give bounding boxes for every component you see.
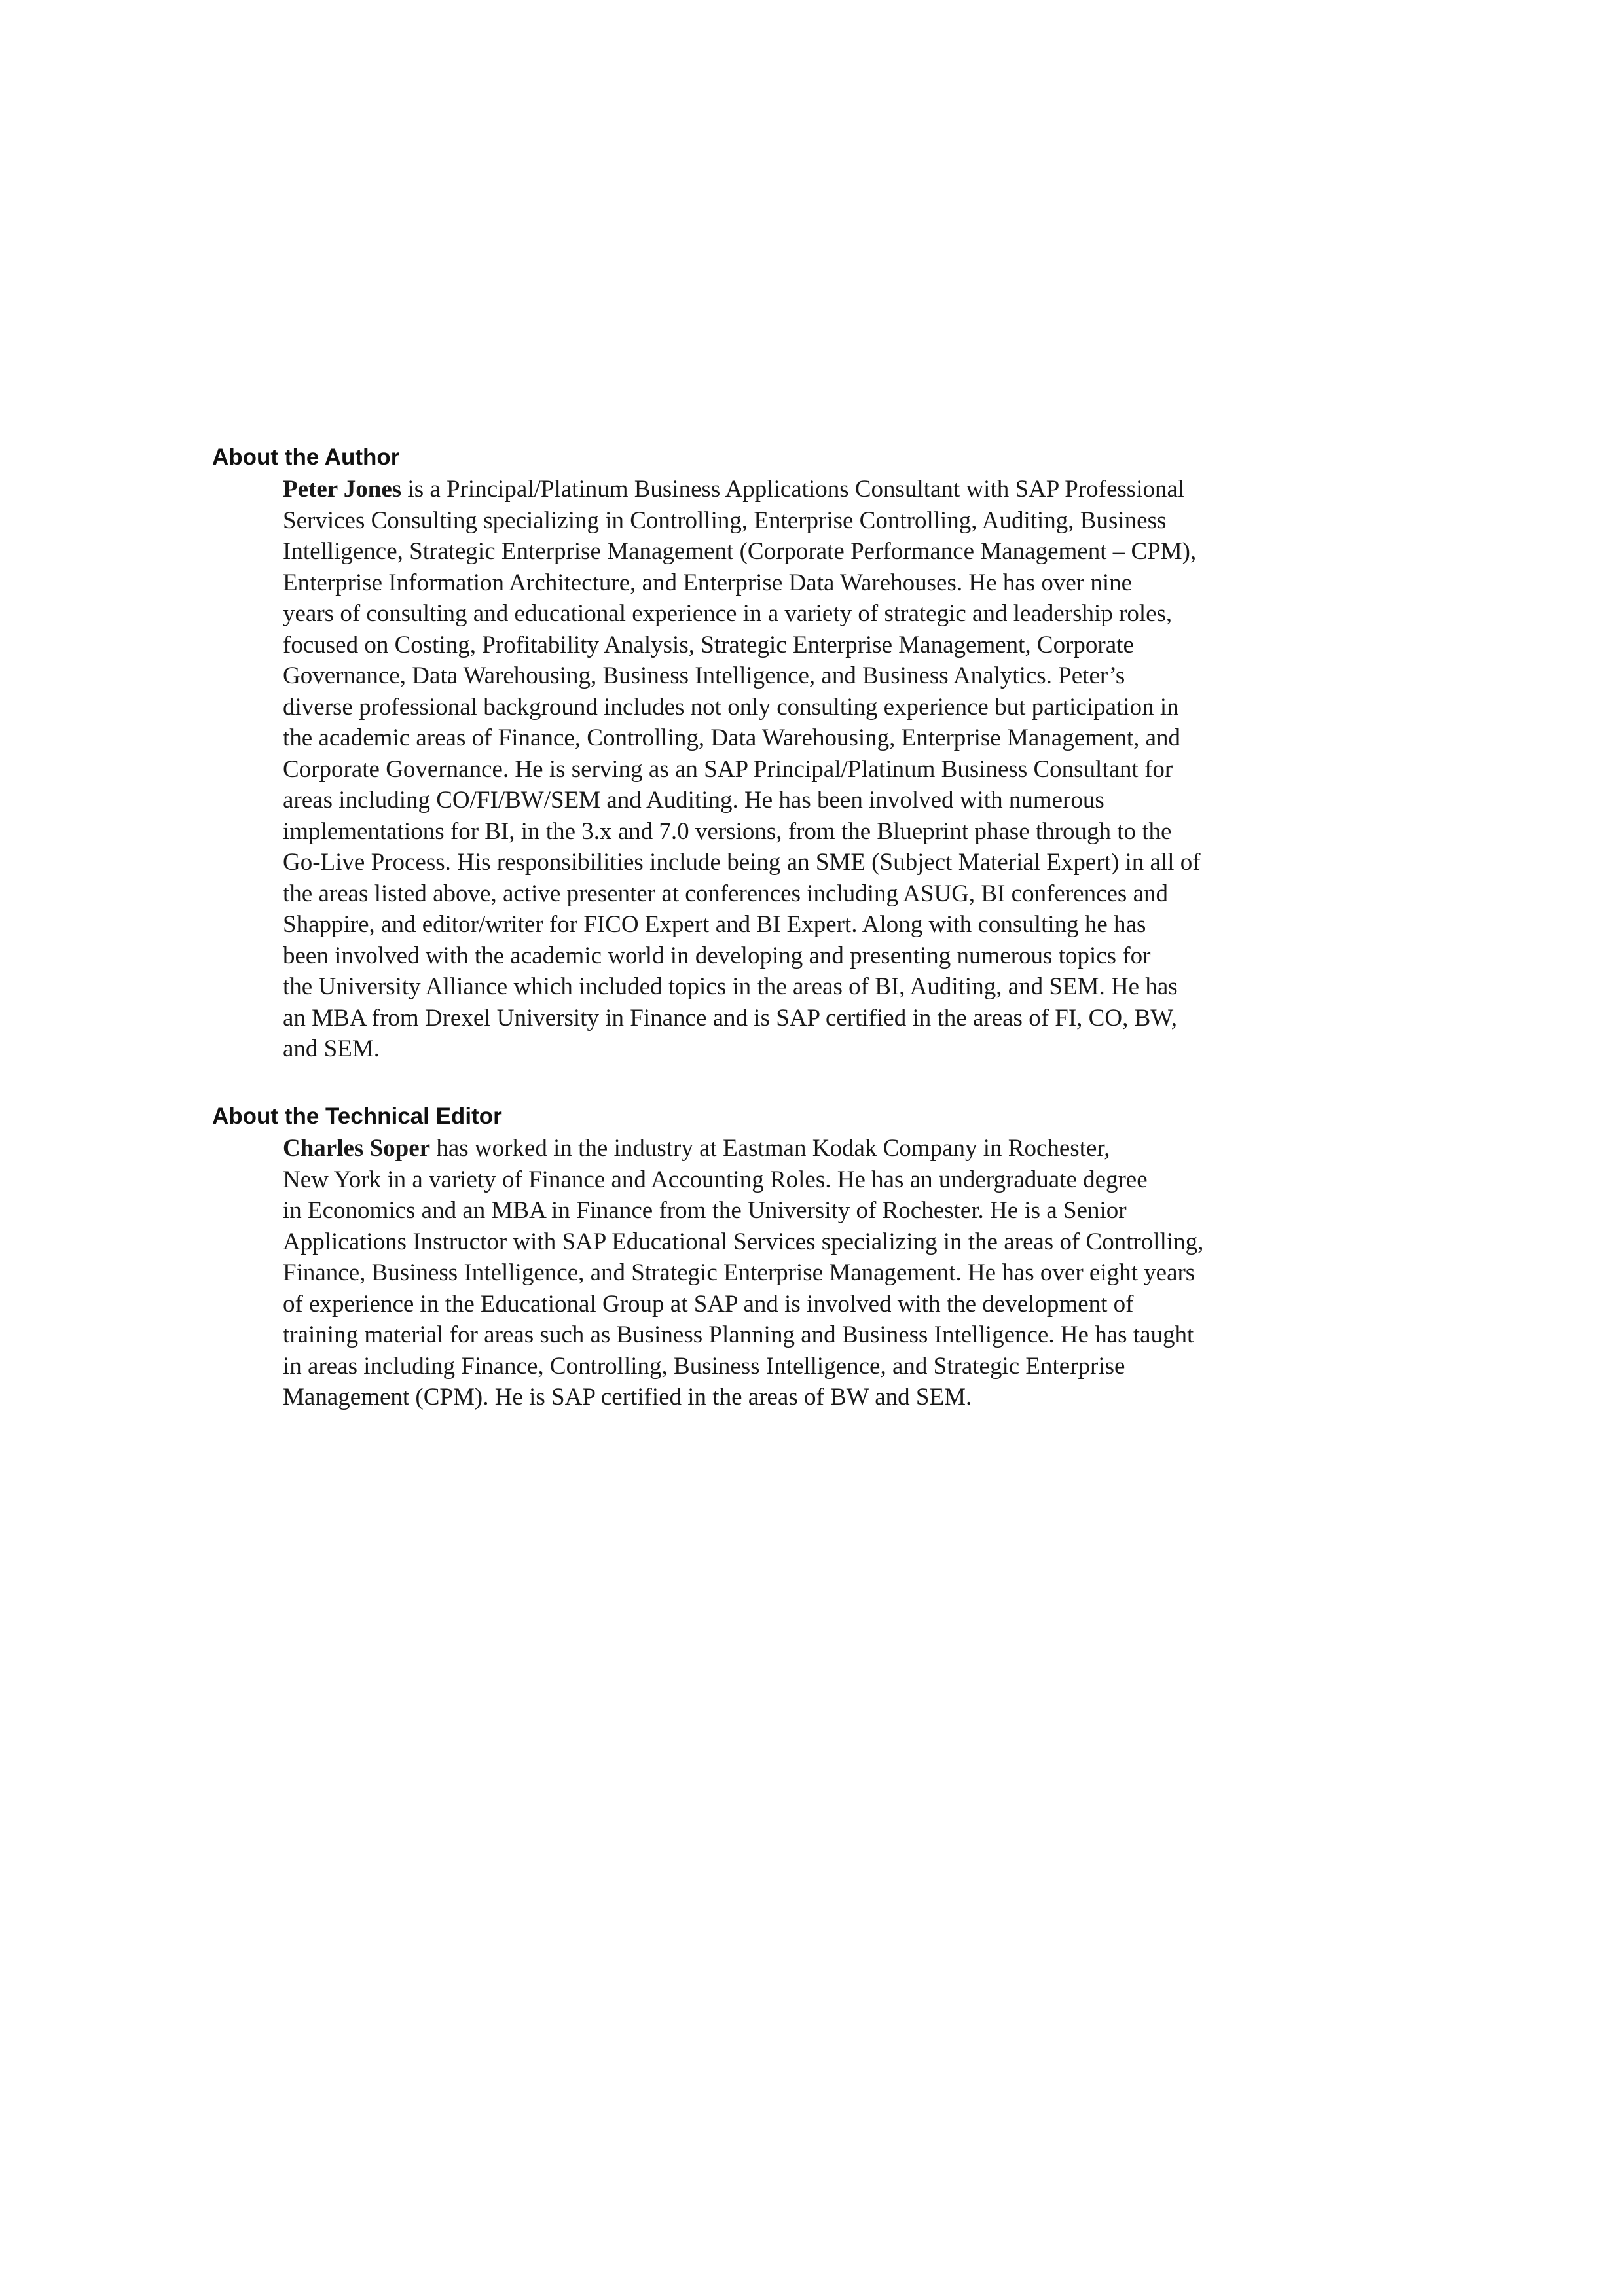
bio-line: Management (CPM). He is SAP certified in the areas of BW and SEM.: [283, 1384, 972, 1410]
bio-line: Enterprise Information Architecture, and Enterprise Data Warehouses. He has over nine: [283, 569, 1133, 596]
bio-line: Governance, Data Warehousing, Business Intelligence, and Business Analytics. Peter’s: [283, 662, 1125, 689]
about-author-section: [212, 442, 1351, 1065]
bio-line: Services Consulting specializing in Controlling, Enterprise Controlling, Auditing, Business: [283, 507, 1167, 534]
bio-line: in areas including Finance, Controlling, Business Intelligence, and Strategic Enterprise: [283, 1352, 1125, 1380]
bio-line: Intelligence, Strategic Enterprise Management (Corporate Performance Management – CPM),: [283, 538, 1197, 565]
bio-line: areas including CO/FI/BW/SEM and Auditing. He has been involved with numerous: [283, 787, 1104, 814]
author-name: Peter Jones: [283, 476, 402, 503]
bio-line: Corporate Governance. He is serving as an SAP Principal/Platinum Business Consultant for: [283, 755, 1173, 783]
bio-line: and SEM.: [283, 1035, 380, 1062]
bio-line: training material for areas such as Business Planning and Business Intelligence. He has taught: [283, 1321, 1194, 1348]
bio-line: Applications Instructor with SAP Educational Services specializing in the areas of Controlling,: [283, 1228, 1204, 1255]
bio-line: been involved with the academic world in developing and presenting numerous topics for: [283, 942, 1151, 969]
bio-line: implementations for BI, in the 3.x and 7.0 versions, from the Blueprint phase through to the: [283, 817, 1172, 845]
bio-line: of experience in the Educational Group at SAP and is involved with the development of: [283, 1290, 1134, 1318]
bio-line: in Economics and an MBA in Finance from the University of Rochester. He is a Senior: [283, 1197, 1127, 1224]
editor-bio: [283, 1133, 1351, 1413]
about-technical-editor-section: [212, 1102, 1351, 1413]
bio-line: the areas listed above, active presenter at conferences including ASUG, BI conferences and: [283, 880, 1168, 907]
bio-line: the academic areas of Finance, Controlling, Data Warehousing, Enterprise Management, and: [283, 725, 1181, 751]
bio-line: Shappire, and editor/writer for FICO Expert and BI Expert. Along with consulting he has: [283, 911, 1146, 938]
bio-line: diverse professional background includes not only consulting experience but participation in: [283, 693, 1179, 721]
bio-line: years of consulting and educational experience in a variety of strategic and leadership roles,: [283, 600, 1173, 627]
bio-line: New York in a variety of Finance and Accounting Roles. He has an undergraduate degree: [283, 1166, 1148, 1193]
bio-line: the University Alliance which included topics in the areas of BI, Auditing, and SEM. He has: [283, 973, 1178, 1000]
about-technical-editor-heading: About the Technical Editor: [212, 1103, 502, 1129]
bio-line: an MBA from Drexel University in Finance and is SAP certified in the areas of FI, CO, BW,: [283, 1004, 1178, 1031]
editor-name: Charles Soper: [283, 1135, 431, 1162]
bio-line: Charles Soper has worked in the industry at Eastman Kodak Company in Rochester,: [283, 1135, 1110, 1162]
bio-line: Peter Jones is a Principal/Platinum Business Applications Consultant with SAP Professional: [283, 476, 1185, 503]
bio-line: Go-Live Process. His responsibilities include being an SME (Subject Material Expert) in all of: [283, 849, 1201, 876]
author-bio: [283, 474, 1351, 1065]
about-author-heading: About the Author: [212, 444, 400, 470]
bio-line: Finance, Business Intelligence, and Strategic Enterprise Management. He has over eight years: [283, 1259, 1195, 1286]
bio-line: focused on Costing, Profitability Analysis, Strategic Enterprise Management, Corporate: [283, 631, 1134, 658]
